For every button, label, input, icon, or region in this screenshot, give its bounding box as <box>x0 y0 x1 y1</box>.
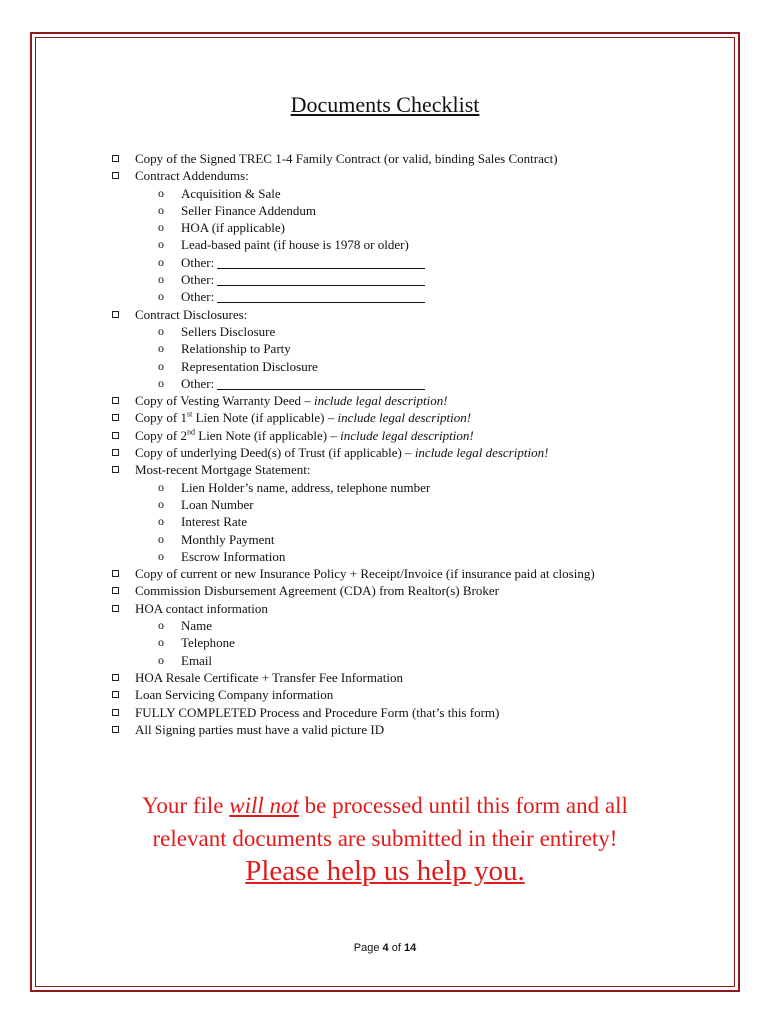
checklist-item <box>110 427 710 444</box>
sub-bullet-icon: o <box>158 202 164 217</box>
item-text-main: Commission Disbursement Agreement (CDA) from Realtor(s) Broker <box>135 583 499 599</box>
item-text <box>135 600 268 617</box>
checklist-subitem <box>110 496 710 513</box>
checklist-subitem <box>110 254 710 271</box>
checklist-item <box>110 704 710 721</box>
checklist-subitem <box>110 634 710 651</box>
sub-bullet-icon: o <box>158 220 164 235</box>
checklist-item <box>110 306 710 323</box>
page-total: 14 <box>403 942 417 954</box>
item-emphasis: include legal description! <box>340 427 474 443</box>
documents-checklist <box>110 150 710 738</box>
page-number: 4 <box>382 942 389 954</box>
page-footer <box>0 942 770 954</box>
item-text <box>181 479 430 496</box>
fill-in-blank[interactable] <box>217 377 425 390</box>
item-text-main: Most-recent Mortgage Statement: <box>135 462 311 478</box>
sub-bullet-icon: o <box>158 514 164 529</box>
sub-bullet-icon: o <box>158 237 164 252</box>
checkbox-icon[interactable] <box>112 605 119 612</box>
checkbox-icon[interactable] <box>112 587 119 594</box>
checkbox-icon[interactable] <box>112 691 119 698</box>
checklist-subitem <box>110 617 710 634</box>
item-text <box>181 202 316 219</box>
item-text <box>181 548 285 565</box>
checklist-item <box>110 461 710 478</box>
ordinal-suffix: nd <box>187 427 195 437</box>
checklist-subitem <box>110 375 710 392</box>
item-text <box>135 444 548 461</box>
checklist-subitem <box>110 323 710 340</box>
checklist-subitem <box>110 479 710 496</box>
item-text-main: Sellers Disclosure <box>181 323 276 339</box>
sub-bullet-icon: o <box>158 652 164 667</box>
item-text-after: Lien Note (if applicable) – <box>192 410 338 426</box>
item-text <box>135 392 448 409</box>
checklist-item <box>110 167 710 184</box>
item-text-main: Copy of 2 <box>135 427 187 443</box>
item-text-main: Contract Disclosures: <box>135 306 248 322</box>
item-text <box>181 219 285 236</box>
checkbox-icon[interactable] <box>112 397 119 404</box>
item-text <box>181 288 425 305</box>
item-text-main: Copy of current or new Insurance Policy + Receipt/Invoice (if insurance paid at closing) <box>135 566 595 582</box>
item-text-main: Lien Holder’s name, address, telephone number <box>181 479 431 495</box>
item-text-main: Other: <box>181 272 215 288</box>
fill-in-blank[interactable] <box>217 273 425 286</box>
warning-line-2: relevant documents are submitted in their entirety! <box>152 826 618 851</box>
item-text <box>181 340 291 357</box>
item-text-main: Representation Disclosure <box>181 358 318 374</box>
fill-in-blank[interactable] <box>217 256 425 269</box>
item-text <box>181 513 247 530</box>
item-text <box>135 704 499 721</box>
item-text <box>181 496 254 513</box>
checklist-subitem <box>110 271 710 288</box>
ordinal-suffix: st <box>187 410 193 420</box>
footer-mid: of <box>388 942 404 954</box>
sub-bullet-icon: o <box>158 531 164 546</box>
item-text-main: Monthly Payment <box>181 531 275 547</box>
item-text-main: Relationship to Party <box>181 341 291 357</box>
checkbox-icon[interactable] <box>112 709 119 716</box>
item-text-main: Contract Addendums: <box>135 168 249 184</box>
item-text-main: Interest Rate <box>181 514 248 530</box>
item-text <box>181 358 318 375</box>
item-text <box>181 185 281 202</box>
warning-pre: Your file <box>142 793 230 818</box>
checkbox-icon[interactable] <box>112 726 119 733</box>
item-text-main: Other: <box>181 375 215 391</box>
item-text-main: All Signing parties must have a valid picture ID <box>135 721 385 737</box>
checkbox-icon[interactable] <box>112 432 119 439</box>
warning-post: be processed until this form and all <box>298 793 628 818</box>
footer-pre: Page <box>353 942 383 954</box>
checklist-subitem <box>110 531 710 548</box>
checklist-subitem <box>110 340 710 357</box>
item-text-main: Seller Finance Addendum <box>181 202 317 218</box>
checklist-item <box>110 582 710 599</box>
item-text-main: Copy of the Signed TREC 1-4 Family Contract (or valid, binding Sales Contract) <box>135 151 558 166</box>
checklist-subitem <box>110 288 710 305</box>
checkbox-icon[interactable] <box>112 674 119 681</box>
sub-bullet-icon: o <box>158 289 164 304</box>
checkbox-icon[interactable] <box>112 311 119 318</box>
item-text-main: Other: <box>181 289 215 305</box>
item-emphasis: include legal description! <box>414 445 549 461</box>
item-text-main: Loan Number <box>181 496 254 512</box>
checklist-subitem <box>110 185 710 202</box>
checklist-item <box>110 669 710 686</box>
item-text-main: HOA contact information <box>135 600 268 616</box>
item-text-main: Telephone <box>181 635 235 651</box>
item-text-main: Copy of 1 <box>135 410 187 426</box>
checklist-subitem <box>110 236 710 253</box>
item-emphasis: include legal description! <box>314 393 448 409</box>
item-text <box>135 306 247 323</box>
item-text-main: Email <box>181 652 213 668</box>
page-title: Documents Checklist <box>290 92 480 117</box>
sub-bullet-icon: o <box>158 341 164 356</box>
item-text <box>181 271 425 288</box>
item-text-main: Other: <box>181 254 215 270</box>
checklist-subitem <box>110 513 710 530</box>
item-text <box>135 565 595 582</box>
item-text-main: HOA (if applicable) <box>181 220 285 236</box>
checklist-item <box>110 444 710 461</box>
item-text-main: Lead-based paint (if house is 1978 or older) <box>181 237 409 253</box>
sub-bullet-icon: o <box>158 323 164 338</box>
item-text <box>181 375 425 392</box>
checklist-subitem <box>110 219 710 236</box>
sub-bullet-icon: o <box>158 479 164 494</box>
sub-bullet-icon: o <box>158 618 164 633</box>
checkbox-icon[interactable] <box>112 155 119 162</box>
checklist-item <box>110 392 710 409</box>
item-text <box>135 461 310 478</box>
item-text <box>181 531 275 548</box>
item-text-after: Lien Note (if applicable) – <box>195 427 341 443</box>
checklist-item <box>110 409 710 426</box>
warning-emphasis: will not <box>229 793 299 818</box>
item-text <box>181 617 212 634</box>
checklist-subitem <box>110 548 710 565</box>
item-emphasis: include legal description! <box>337 410 472 426</box>
item-text <box>135 669 403 686</box>
item-text <box>135 427 474 444</box>
item-text-main: Copy of Vesting Warranty Deed – <box>135 393 314 409</box>
sub-bullet-icon: o <box>158 635 164 650</box>
checklist-item <box>110 721 710 738</box>
sub-bullet-icon: o <box>158 254 164 269</box>
help-message: Please help us help you. <box>245 855 525 887</box>
sub-bullet-icon: o <box>158 496 164 511</box>
item-text <box>135 721 384 738</box>
item-text <box>181 652 212 669</box>
item-text <box>135 686 333 703</box>
item-text-main: Copy of underlying Deed(s) of Trust (if applicable) – <box>135 445 415 461</box>
item-text-main: HOA Resale Certificate + Transfer Fee Information <box>135 669 403 685</box>
sub-bullet-icon: o <box>158 358 164 373</box>
item-text-main: Name <box>181 618 213 634</box>
checkbox-icon[interactable] <box>112 466 119 473</box>
item-text <box>135 150 558 167</box>
item-text <box>181 323 275 340</box>
checklist-item <box>110 565 710 582</box>
checklist-subitem <box>110 652 710 669</box>
item-text-main: FULLY COMPLETED Process and Procedure Form (that’s this form) <box>135 704 500 720</box>
fill-in-blank[interactable] <box>217 290 425 303</box>
item-text <box>181 634 235 651</box>
item-text <box>135 409 471 426</box>
sub-bullet-icon: o <box>158 272 164 287</box>
item-text <box>181 254 425 271</box>
item-text-main: Escrow Information <box>181 548 286 564</box>
sub-bullet-icon: o <box>158 185 164 200</box>
checklist-item <box>110 600 710 617</box>
item-text <box>181 236 409 253</box>
checklist-subitem <box>110 202 710 219</box>
sub-bullet-icon: o <box>158 375 164 390</box>
checkbox-icon[interactable] <box>112 414 119 421</box>
item-text-main: Acquisition & Sale <box>181 185 281 201</box>
checkbox-icon[interactable] <box>112 570 119 577</box>
checkbox-icon[interactable] <box>112 172 119 179</box>
sub-bullet-icon: o <box>158 548 164 563</box>
item-text-main: Loan Servicing Company information <box>135 687 334 703</box>
warning-line-1 <box>0 790 770 821</box>
checklist-item <box>110 686 710 703</box>
checklist-item <box>110 150 710 167</box>
item-text <box>135 167 249 184</box>
checkbox-icon[interactable] <box>112 449 119 456</box>
item-text <box>135 582 499 599</box>
checklist-subitem <box>110 358 710 375</box>
